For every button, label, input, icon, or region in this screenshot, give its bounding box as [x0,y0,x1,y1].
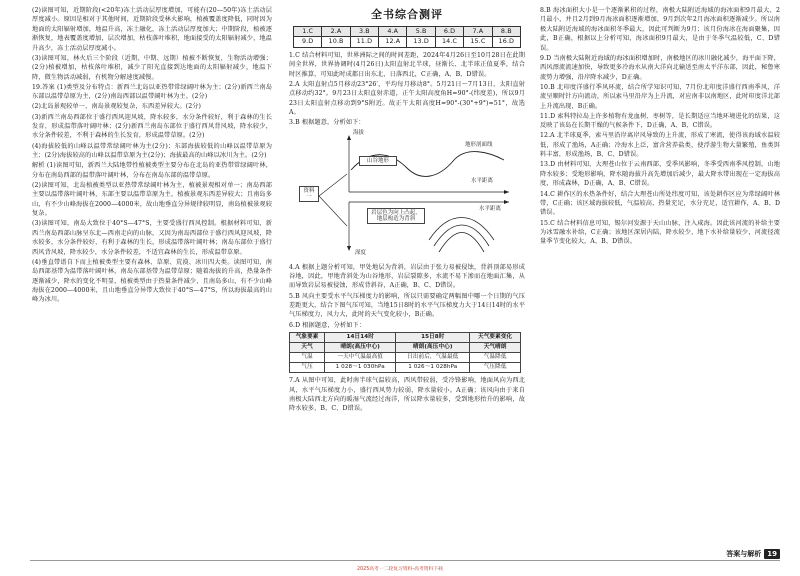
answer-key-row [294,27,521,37]
weather-table-header-cell: 14日14时 [325,333,396,343]
explanations-block [289,376,525,414]
paragraph: 8.B 海冰面积大小是一个逐渐累积的过程，南极大陆附近海域的海冰面积9月最大、2月最小，并且2月到9月海冰面积逐渐增加，9月到次年2月海冰面积逐渐减少。所以南极大陆附近海域的海冰面积冬季最大，因此可判断为9月；该月份海冰在海面聚集，因此，B正确，根据以上分析可知，海冰面积9月最大，是由于冬季气温较低，C、D错误。 [540,7,780,52]
weather-table-cell: 日出前后，气温最低 [396,353,470,363]
answer-key-cell: 16.D [492,37,520,47]
left-column [32,6,272,306]
paragraph: 15.C 结合材料信息可知，锡尔河发源于天山山脉，注入咸海。因此该河流的补给主要为冰雪融水补给，C正确；该地区深居内陆，降水较少，地下水补给量较少，河流径流量季节变化较大，A、B、D错误。 [540,219,780,246]
answer-key-cell: 12.A [379,37,407,47]
footer-note: 2025高考一二轮复习资料-高考资料下载 [357,567,443,572]
weather-table-cell: 天气 [290,343,325,353]
answer-key-cell: 9.D [294,37,322,47]
weather-table-header-cell: 天气要素变化 [470,333,521,343]
arrow-icon [504,200,509,204]
weather-table-cell: 一天中气温最高值 [325,353,396,363]
paragraph: 13.D 由材料可知，大理苍山位于云南西部，受季风影响，冬季受西南季风控制，山地降水较多；受地形影响，降水随海拔升高先增加后减少，最大降水带出现在一定海拔高度，形成森林，D正确，A、B、C错误。 [540,161,780,188]
arrow-icon [347,135,351,140]
mountain-valley-box: 山谷地形 [359,156,397,166]
answer-key-cell: 14.C [435,37,463,47]
axis-label-altitude: 海拔 [353,129,364,136]
paragraph: 4.A 根据上题分析可知，甲处地层为背斜，岩层由于张力易被侵蚀，背斜顶部易形成谷地，因此，甲地背斜处为山谷地形，岩层裂隙多，水流不易下渗而在地面汇集，从而导致岩层易被侵蚀，形成背斜谷，A正确，B、C、D错误。 [289,263,525,290]
answer-key-cell: 6.D [435,27,463,37]
anticline-layer [439,232,484,252]
connector-line [319,196,347,226]
weather-table-cell: 气压 [290,363,325,373]
answer-key-cell: 5.B [407,27,435,37]
footer-label: 答案与解析 [726,550,762,558]
middle-column [289,6,525,415]
answer-key-cell: 11.D [350,37,378,47]
paragraph: 解析 (1)读图可知，新西兰大陆地带性植被类型主要分布在北岛的亚热带常绿阔叶林，分布在南岛西部的温带落叶阔叶林，分布在南岛东部的温带草原。 [32,162,272,179]
weather-table [289,332,521,373]
answer-key-cell: 1.C [294,27,322,37]
weather-table-cell: 气温降低 [470,353,521,363]
answer-key-cell: 2.A [322,27,350,37]
paragraph: 6.D 根据题意，分析如下： [289,321,366,329]
paragraph: (4)海拔较低的山峰以温带常绿阔叶林为主(2分)；东部海拔较低的山峰以温带草原为主；(2分)海拔较高的山峰以温带草原为主(2分)；海拔最高的山峰以冰川为主。(2分) [32,142,272,160]
paragraph: 2.A 太阳直射点5月移动23°26′，平均每月移动8°。5月21日～7月13日，太阳直射点移动约32°。9月23日太阳直射赤道，正午太阳高度角H=90°-(纬度差)，所以9月23日太阳直射点移动到9°S附近。故正午太阳高度H=90°-(30°+9°)=51°，故选A。 [289,80,525,117]
weather-table-cell: 气温 [290,353,325,363]
anticline-layer [434,225,489,246]
answer-key-cell: 13.D [407,37,435,47]
profile-line-label: 地形剖面线 [465,141,493,148]
answer-key-cell: 7.A [464,27,492,37]
paragraph: 12.A 北半球夏季，索马里沿岸离岸风导致的上升流，形成了寒流，使得该海域水温较低，形成了渔场，A正确；冷海水上泛，富含营养盐类，使浮游生物大量繁殖，鱼类饵料丰富，形成渔场，B、C、D错误。 [540,132,780,159]
weather-table-cell: 气压降低 [470,363,521,373]
weather-table-cell: 1 026～1 028hPa [396,363,470,373]
paragraph: (3)新西兰南岛西部位于盛行西风迎风坡，降水较多，水分条件较好，利于森林的生长发育，形成温带落叶阔叶林；(2分)新西兰南岛东部位于盛行西风背风坡，降水较少，水分条件较差，不利于森林的生长发育，形成温带草原。(2分) [32,113,272,140]
answer-key-cell: 10.B [322,37,350,47]
paragraph: 11.D 索科特拉岛上许多植物有龙血树、枣树等，是长期适应当地环境进化的结果，这反映了该岛在长期干燥的气候条件下，D正确，A、B、C错误。 [540,112,780,130]
page-title: 全书综合测评 [371,8,443,21]
paragraph: 9.D 当南极大陆附近海域的海冰面积增加时，南极地区的冰川融化减少，海平面下降，西风漂流流速加快，导致更多冷海水从南大洋向北输送至南太平洋东部，因此，秘鲁寒流势力增强，沿岸降水减少，D正确。 [540,54,780,81]
weather-table-cell: 晴朗(高压中心) [396,343,470,353]
depth-label: 深度 [355,249,366,256]
footer-badge [726,549,780,559]
geology-diagram [289,130,521,260]
answer-key-cell: 4.A [379,27,407,37]
page-number: 19 [764,549,780,559]
answer-key-cell: 8.B [492,27,520,37]
answer-key-row [294,37,521,47]
paragraph: 5.B 风向主要受水平气压梯度力的影响，所以只需要确定两幅图中哪一个日期的气压差距更大，结合下图气压可知，当地15日8时的水平气压梯度力大于14日14时的水平气压梯度力，风力大，此时的天气变化较小，B正确。 [289,292,525,319]
paragraph: 7.A 从图中可知，此时南半球气温较高，西风带较弱，受冷锋影响，地面风向为西北风，水平气压梯度力小，盛行西风势力较弱，降水量较小。A正确；该风向由于来自南极大陆西北方向的暖湿气流经过海洋，所以降水量较多，受到地形抬升的影响，故降水较多，B、C、D错误。 [289,377,525,413]
explanations-block [289,263,525,330]
paragraph: (4)垂直带谱自下而上植被类型主要有森林、草原、荒漠、冰川四大类。读图可知，南岛西部基带为温带落叶阔叶林，南岛东部基带为温带草原；随着海拔的升高，热量条件逐渐减少，降水的变化不明显，植被类型由于热量条件减少，且南岛多山，有不少山峰海拔在2000—4000米，且山地垂直分异带大致位于40°S—47°S，所以海拔最高的山峰为冰川。 [32,258,272,304]
weather-table-row [290,343,521,353]
weather-table-row [290,353,521,363]
right-column [540,6,780,248]
paragraph: (2)读图可知，近期阶段(<20年)冻土活动层厚度增加，可能有(20—50年)冻土活动层厚度减小。原因是相对于其他时间，近期阶段受林火影响，植被覆盖度降低，同时因为地面的太阳辐射增加，地温升高，冻土融化，冻土活动层厚度加大；中期阶段，植被逐渐恢复，地表覆盖度增加，层次增加，枯枝落叶堆积，地面接受的太阳辐射减少，地温升高少，冻土活动层厚度减小。 [32,7,272,52]
distance-label-lower: 水平距离 [479,205,501,212]
weather-table-header-cell: 15日8时 [396,333,470,343]
weather-table-cell: 1 028～1 030hPa [325,363,396,373]
connector-line [319,174,347,196]
geology-diagram-svg [289,130,521,260]
footer-divider [30,560,780,561]
answer-key-cell: 3.B [350,27,378,37]
paragraph: (2)读图可知，北岛植被类型以亚热带常绿阔叶林为主，植被景观相对单一；南岛西部主要以温带落叶阔叶林，东部主要以温带草原为主，植被景观东西差异较大；且南岛多山，有不少山峰海拔在2000—4000米，故山地垂直分异规律较明显，南岛植被景观较复杂。 [32,181,272,218]
anticline-description-box: 岩层色为向上凸起，地层构造为背斜 [367,208,425,225]
paragraph: 1.C 结合材料可知，世界洲际之间的时间差距，2024年4月26日至10月28日在此期间全世界，世界协调时(4月26日)太阳直射北半球，昼渐长、北半球正值夏季，结合时区推算，可知此时成都日出东北，日落西北，C正确，A、B、D错误。 [289,51,525,78]
paragraph: (3)读图可知，林火后三个阶段（近期、中期、远期）植被不断恢复，生物活动增强；(2分)植被增加，枯枝落叶堆积，减少了阳光直接到达地面的太阳辐射减少，地温下降，微生物活动减弱，有机物分解速度减慢。 [32,54,272,81]
answer-key-cell: 15.C [464,37,492,47]
anticline-layer [429,217,494,240]
weather-table-header-cell: 气象要素 [290,333,325,343]
weather-table-header [290,333,521,343]
weather-table-row [290,363,521,373]
weather-table-cell: 晴朗(高压中心) [325,343,396,353]
paragraph: 3.B 根据题意，分析如下： [289,119,365,127]
weather-table-cell: 天气晴朗 [470,343,521,353]
answer-key-table [293,26,521,48]
data-source-box: 资料一 [299,186,319,203]
paragraph: 10.B 北印度洋盛行季风环流，结合所学知识可知，7月份北印度洋盛行西南季风，洋流呈顺时针方向流动，所以索马里沿岸为上升流，对应南非以南地区，此时印度洋北部上升流出现，B正确。 [540,83,780,110]
paragraph: 19.答案 (1)类型及分布特点：新西兰北岛以亚热带常绿阔叶林为主；(2分)新西兰南岛东部以温带草原为主，(2分)南岛西部以温带阔叶林为主。(2分) [32,83,272,101]
arrow-icon [347,246,351,251]
paragraph: (2)北岛景观较单一，南岛景观较复杂，东西差异较大。(2分) [32,103,202,111]
paragraph: 14.C 耕作区的水热条件好，结合大理苍山所处纬度可知，该处耕作区应为常绿阔叶林带，C正确；该区域海拔较低，气温较高，热量充足，水分充足，适宜耕作，A、B、D错误。 [540,190,780,217]
distance-label: 水平距离 [471,177,493,184]
arrow-icon [504,190,509,194]
explanations-block [289,51,525,128]
paragraph: (3)读图可知，南岛大致位于40°S—47°S，主要受盛行西风控制。根据材料可知，新西兰南岛西部山脉呈东北—西南走向的山脉，又因为南岛西部位于盛行西风迎风坡，降水较多，水分条件较好，有利于森林的生长，形成温带落叶阔叶林；南岛东部位于盛行西风背风坡，降水较少，水分条件较差，不适宜森林的生长，形成温带草原。 [32,220,272,256]
